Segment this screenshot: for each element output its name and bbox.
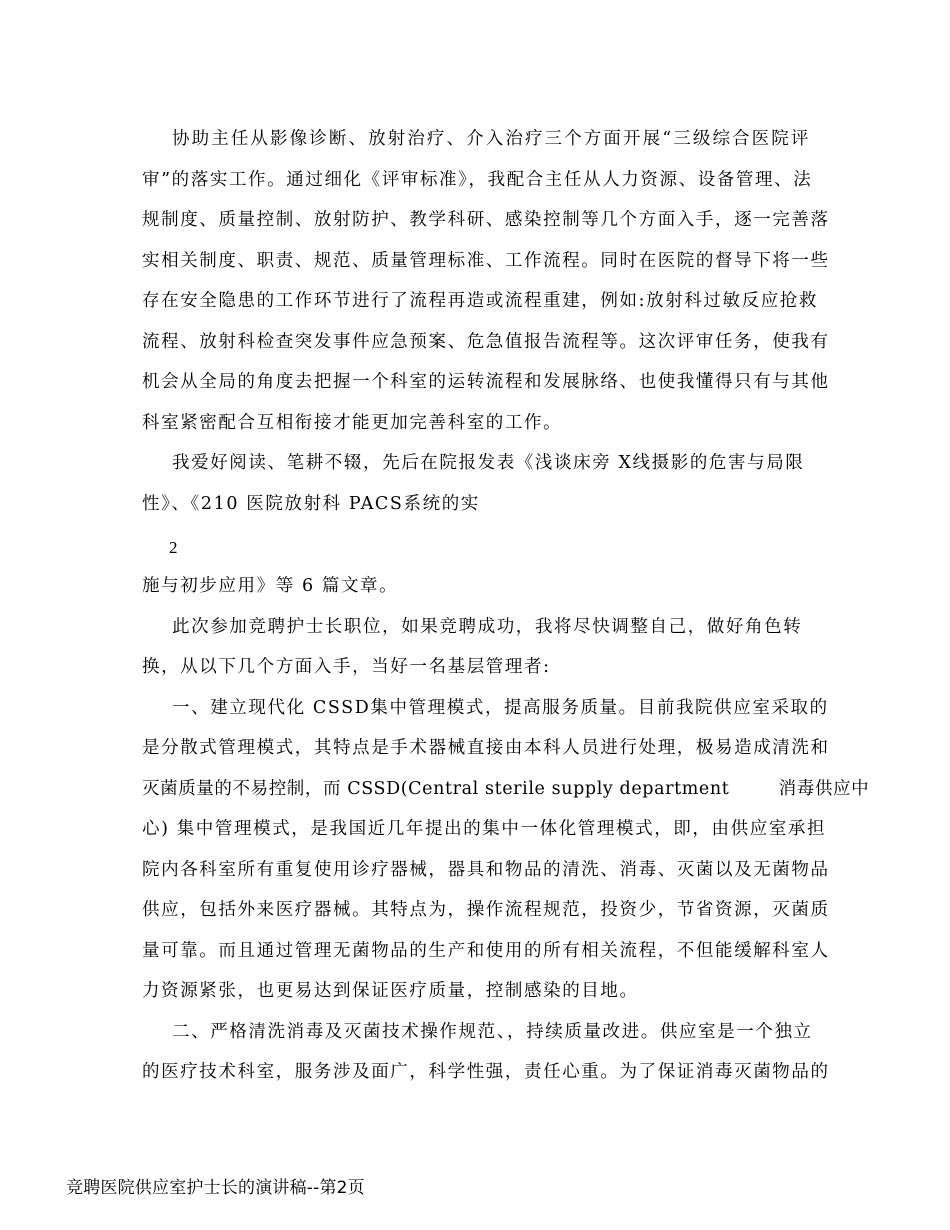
paragraph-line: 院内各科室所有重复使用诊疗器械，器具和物品的清洗、消毒、灭菌以及无菌物品 xyxy=(142,860,830,880)
paragraph-line: 我爱好阅读、笔耕不辍，先后在院报发表《浅谈床旁 X线摄影的危害与局限 xyxy=(172,453,805,473)
paragraph-line: 心) 集中管理模式，是我国近几年提出的集中一体化管理模式，即，由供应室承担 xyxy=(142,819,827,839)
paragraph-line: 灭菌质量的不易控制，而 CSSD(Central sterile supply department 消毒供应中 xyxy=(142,779,870,799)
paragraph-line: 审”的落实工作。通过细化《评审标准》，我配合主任从人力资源、设备管理、法 xyxy=(142,170,813,190)
paragraph-line: 力资源紧张，也更易达到保证医疗质量，控制感染的目地。 xyxy=(142,981,639,1001)
paragraph-line: 换，从以下几个方面入手，当好一名基层管理者: xyxy=(142,657,551,677)
page-number: 2 xyxy=(169,538,178,557)
paragraph-line: 一、建立现代化 CSSD集中管理模式，提高服务质量。目前我院供应室采取的 xyxy=(172,698,829,718)
paragraph-line: 量可靠。而且通过管理无菌物品的生产和使用的所有相关流程，不但能缓解科室人 xyxy=(142,941,830,961)
paragraph-line: 施与初步应用》等 6 篇文章。 xyxy=(142,576,399,596)
paragraph-line: 此次参加竞聘护士长职位，如果竞聘成功，我将尽快调整自己，做好角色转 xyxy=(172,617,803,637)
paragraph-line: 科室紧密配合互相衔接才能更加完善科室的工作。 xyxy=(142,413,563,433)
paragraph-line: 规制度、质量控制、放射防护、教学科研、感染控制等几个方面入手，逐一完善落 xyxy=(142,210,830,230)
paragraph-line: 存在安全隐患的工作环节进行了流程再造或流程重建，例如:放射科过敏反应抢救 xyxy=(142,291,818,311)
paragraph-line: 实相关制度、职责、规范、质量管理标准、工作流程。同时在医院的督导下将一些 xyxy=(142,251,830,271)
paragraph-line: 性》、《210 医院放射科 PACS系统的实 xyxy=(142,494,480,514)
paragraph-line: 二、严格清洗消毒及灭菌技术操作规范、，持续质量改进。供应室是一个独立 xyxy=(172,1022,813,1042)
page-footer: 竞聘医院供应室护士长的演讲稿--第2页 xyxy=(66,1178,365,1198)
paragraph-line: 流程、放射科检查突发事件应急预案、危急值报告流程等。这次评审任务，使我有 xyxy=(142,332,830,352)
paragraph-line: 的医疗技术科室，服务涉及面广，科学性强，责任心重。为了保证消毒灭菌物品的 xyxy=(142,1062,830,1082)
paragraph-line: 供应，包括外来医疗器械。其特点为，操作流程规范，投资少，节省资源，灭菌质 xyxy=(142,900,830,920)
paragraph-line: 协助主任从影像诊断、放射治疗、介入治疗三个方面开展“三级综合医院评 xyxy=(172,129,810,149)
paragraph-line: 机会从全局的角度去把握一个科室的运转流程和发展脉络、也使我懂得只有与其他 xyxy=(142,372,830,392)
paragraph-line: 是分散式管理模式，其特点是手术器械直接由本科人员进行处理，极易造成清洗和 xyxy=(142,738,830,758)
